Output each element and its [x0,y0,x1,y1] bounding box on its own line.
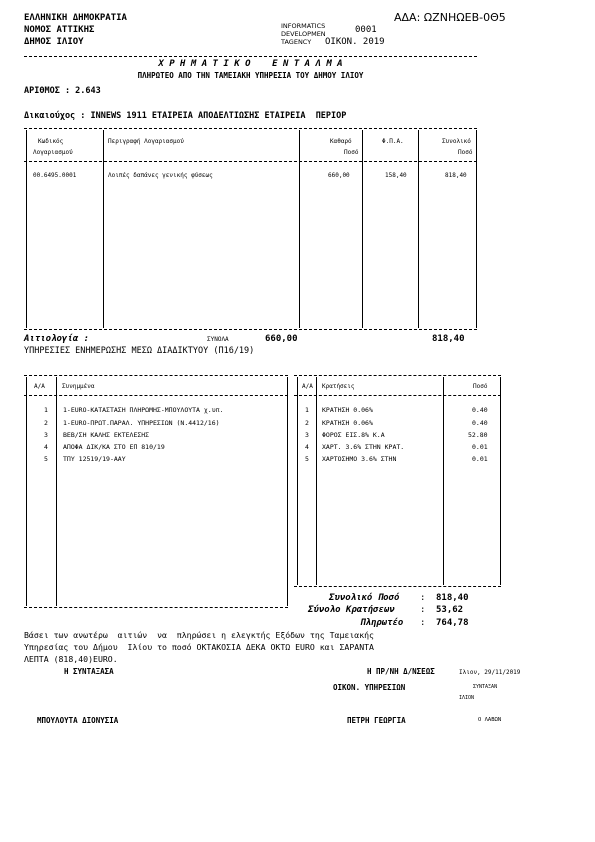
attachment-text: 1-EURO-ΠΡΩΤ.ΠΑΡΑΛ. ΥΠΗΡΕΣΙΩΝ (Ν.4412/16) [63,419,220,427]
withholding-no: 3 [305,431,309,439]
attachment-no: 2 [44,419,48,427]
withholding-amount: 0.40 [472,419,488,427]
withholding-amount: 0.40 [472,406,488,414]
right-aside-1: ΣΥΝΤΑΞΑΝ [473,684,498,690]
withholding-amount: 0.01 [472,455,488,463]
withholdings-value: 53,62 [436,605,464,615]
signature-left-name: ΜΠΟΥΛΟΥΤΑ ΔΙΟΝΥΣΙΑ [37,716,119,725]
attachment-no: 4 [44,443,48,451]
instruction-line-3: ΛΕΠΤΑ (818,40)EURO. [24,654,118,664]
withholding-amount: 0.01 [472,443,488,451]
attachments-header-name: Συνημμένα [62,383,95,390]
instruction-line-2: Υπηρεσίας του Δήμου Ιλίου το ποσό ΟΚΤΑΚΟΣΙΑ ΔΕΚΑ ΟΚΤΩ EURO και ΣΑΡΑΝΤΑ [24,642,374,652]
signature-right-title-2: ΟΙΚΟΝ. ΥΠΗΡΕΣΙΩΝ [333,683,406,692]
row-total: 818,40 [445,172,467,179]
right-aside-2: ΙΛΙΟΝ [459,695,475,701]
stamp-year: ΟΙΚΟΝ. 2019 [325,37,385,47]
sum-label: ΣΥΝΟΛΑ [207,336,229,343]
document-number: ΑΡΙΘΜΟΣ : 2.643 [24,86,101,96]
total-value: 818,40 [436,593,469,603]
attachments-header-no: Α/Α [34,383,45,390]
withholdings-header-amount: Ποσό [473,383,488,390]
signature-right-title-1: Η ΠΡ/ΝΗ Δ/ΝΣΕΩΣ [367,667,435,676]
instruction-line-1: Βάσει των ανωτέρω αιτιών να πληρώσει η ελεγκτής Εξόδων της Ταμειακής [24,630,374,640]
justification-text: ΥΠΗΡΕΣΙΕΣ ΕΝΗΜΕΡΩΣΗΣ ΜΕΣΩ ΔΙΑΔΙΚΤΥΟΥ (Π16/19) [24,346,255,356]
attachment-no: 5 [44,455,48,463]
header-vat: Φ.Π.Α. [382,138,404,145]
beneficiary: Δικαιούχος : INNEWS 1911 ΕΤΑΙΡΕΙΑ ΑΠΟΔΕΛΤΙΩΣΗΣ ΕΤΑΙΡΕΙΑ ΠΕΡΙΟΡ [24,111,347,121]
document-subtitle: ΠΛΗΡΩΤΕΟ ΑΠΟ ΤΗΝ ΤΑΜΕΙΑΚΗ ΥΠΗΡΕΣΙΑ ΤΟΥ ΔΗΜΟΥ ΙΛΙΟΥ [137,71,364,80]
total-label: Συνολικό Ποσό [329,593,400,603]
withholding-no: 2 [305,419,309,427]
stamp-agency: INFORMATICS DEVELOPMEN TAGENCY [281,22,326,46]
withholding-no: 5 [305,455,309,463]
org-line-2: ΝΟΜΟΣ ΑΤΤΙΚΗΣ [24,25,95,35]
header-net-1: Καθαρό [330,138,352,145]
withholding-no: 1 [305,406,309,414]
withholding-name: ΧΑΡΤ. 3.6% ΣΤΗΝ ΚΡΑΤ. [322,443,405,451]
withholding-no: 4 [305,443,309,451]
withholding-name: ΦΟΡΟΣ ΕΙΣ.8% Κ.Α [322,431,385,439]
header-code-2: Λογαριασμού [33,149,73,156]
payable-label: Πληρωτέο [360,618,404,628]
attachment-text: 1-EURO-ΚΑΤΑΣΤΑΣΗ ΠΛΗΡΩΜΗΣ-ΜΠΟΥΛΟΥΤΑ χ.υπ. [63,406,224,414]
ada-code: ΑΔΑ: ΩΖΝΗΩΕΒ-0Θ5 [394,11,506,24]
sum-total: 818,40 [432,334,465,344]
row-vat: 158,40 [385,172,407,179]
header-code-1: Κωδικός [38,138,64,145]
document-title: Χ Ρ Η Μ Α Τ Ι Κ Ο Ε Ν Τ Α Λ Μ Α [158,59,343,69]
signature-right-name: ΠΕΤΡΗ ΓΕΩΡΓΙΑ [347,716,406,725]
right-name-aside: Ο ΛΑΒΩΝ [478,717,502,723]
org-line-3: ΔΗΜΟΣ ΙΛΙΟΥ [24,37,84,47]
justification-label: Αιτιολογία : [24,334,90,344]
signature-left-title: Η ΣΥΝΤΑΞΑΣΑ [64,667,114,676]
withholding-amount: 52.80 [468,431,488,439]
place-date: Ιλιον, 29/11/2019 [459,669,521,676]
header-desc: Περιγραφή Λογαριασμού [108,138,184,145]
row-desc: Λοιπές δαπάνες γενικής φύσεως [108,172,213,179]
sum-net: 660,00 [265,334,298,344]
row-net: 660,00 [328,172,350,179]
attachment-no: 3 [44,431,48,439]
header-total-1: Συνολικό [442,138,471,145]
attachment-text: ΒΕΒ/ΣΗ ΚΑΛΗΣ ΕΚΤΕΛΕΣΗΣ [63,431,150,439]
payable-value: 764,78 [436,618,469,628]
withholding-name: ΧΑΡΤΟΣΗΜΟ 3.6% ΣΤΗΝ [322,455,397,463]
attachment-no: 1 [44,406,48,414]
withholding-name: ΚΡΑΤΗΣΗ 0.06% [322,419,373,427]
stamp-number: 0001 [355,25,377,35]
org-line-1: ΕΛΛΗΝΙΚΗ ΔΗΜΟΚΡΑΤΙΑ [24,13,127,23]
header-net-2: Ποσό [344,149,359,156]
row-code: 00.6495.0001 [33,172,77,179]
withholdings-header-name: Κρατήσεις [322,383,355,390]
withholdings-header-no: Α/Α [302,383,313,390]
withholding-name: ΚΡΑΤΗΣΗ 0.06% [322,406,373,414]
divider [24,56,477,57]
attachment-text: ΑΠΟΦΑ ΔΙΚ/ΚΑ ΣΤΟ ΕΠ 810/19 [63,443,165,451]
withholdings-label: Σύνολο Κρατήσεων [308,605,395,615]
attachment-text: ΤΠΥ 12519/19-ΑΑΥ [63,455,126,463]
header-total-2: Ποσό [458,149,473,156]
